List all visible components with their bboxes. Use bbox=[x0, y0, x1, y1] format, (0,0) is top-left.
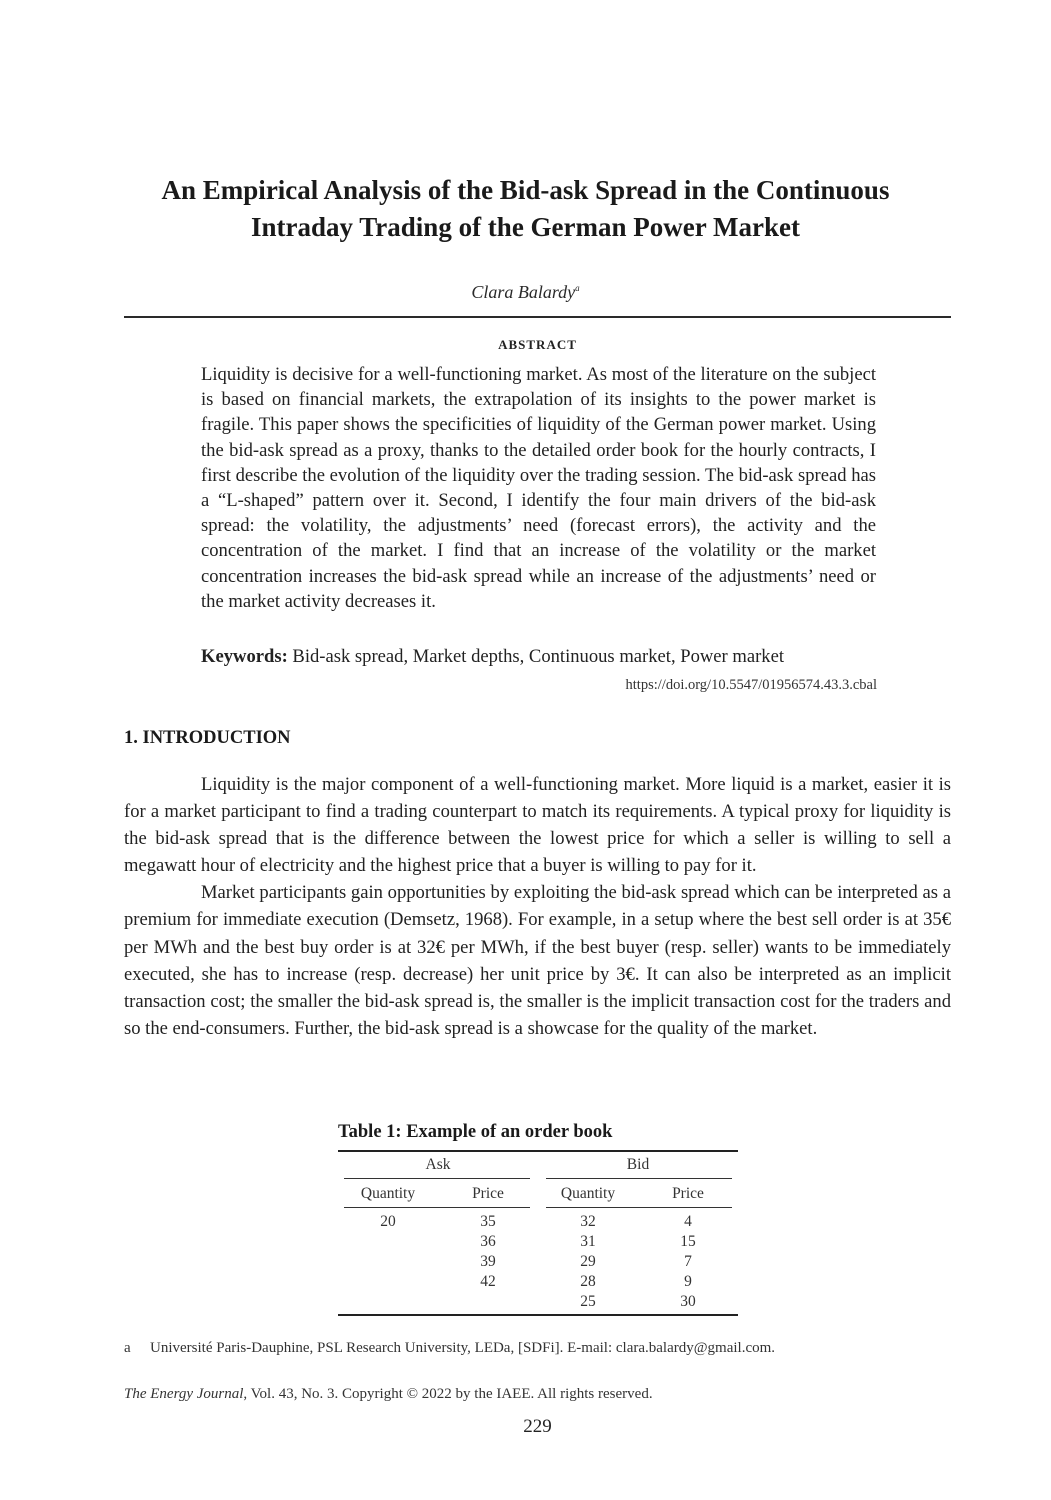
abstract-text: Liquidity is decisive for a well-functioning market. As most of the literature on the subject is based on financial markets, the extrapolation of its insights to the power market is fragile. This paper shows the specificities of liquidity of the German power market. Using the bid-ask spread as a proxy, thanks to the detailed order book for the hourly contracts, I first describe the evolution of the liquidity over the trading session. The bid-ask spread has a “L-shaped” pattern over it. Second, I identify the four main drivers of the bid-ask spread: the volatility, the adjustments’ need (forecast errors), the activity and the concentration of the market. I find that an increase of the volatility or the market concentration increases the bid-ask spread while an increase of the adjustments’ need or the market activity decreases it. bbox=[201, 364, 876, 612]
title-rule bbox=[124, 316, 951, 318]
table-cell: 29 bbox=[580, 1253, 596, 1270]
table-cell: 31 bbox=[580, 1233, 596, 1250]
footnote-mark: a bbox=[124, 1340, 131, 1356]
table-cell: 39 bbox=[480, 1253, 496, 1270]
abstract-heading: ABSTRACT bbox=[498, 337, 577, 352]
paragraph-2: Market participants gain opportunities by exploiting the bid-ask spread which can be interpreted as a premium for immediate execution (Demsetz, 1968). For example, in a setup where the best sell order is at 35€ per MWh and the best buy order is at 32€ per MWh, if the best buyer (resp. seller) wants to be immediately executed, she has to increase (resp. decrease) her unit price by 3€. It can also be interpreted as an implicit transaction cost; the smaller the bid-ask spread is, the smaller is the implicit transaction cost for the traders and so the end-consumers. Further, the bid-ask spread is a showcase for the quality of the market. bbox=[124, 882, 951, 1039]
keywords-line bbox=[201, 644, 876, 669]
table-cell: 28 bbox=[580, 1273, 596, 1290]
paper-title bbox=[110, 172, 941, 246]
ask-header-rule bbox=[344, 1207, 530, 1208]
body-text bbox=[124, 771, 951, 1042]
table-cell: 9 bbox=[684, 1273, 692, 1290]
table-cell: 20 bbox=[380, 1213, 396, 1230]
table-bottom-rule bbox=[338, 1314, 738, 1316]
table-top-rule bbox=[338, 1150, 738, 1152]
order-book-table bbox=[338, 1150, 738, 1316]
author-name: Clara Balardy bbox=[471, 282, 576, 302]
column-header: Quantity bbox=[360, 1185, 416, 1202]
table-cell: 4 bbox=[684, 1213, 692, 1230]
journal-copyright bbox=[124, 1386, 653, 1403]
journal-name: The Energy Journal bbox=[124, 1386, 244, 1402]
table-cell: 25 bbox=[580, 1293, 596, 1310]
table-caption: Table 1: Example of an order book bbox=[338, 1122, 613, 1142]
affiliation-footnote bbox=[124, 1340, 775, 1357]
keywords-label: Keywords: bbox=[201, 646, 288, 667]
group-header-ask: Ask bbox=[425, 1156, 451, 1173]
author-line bbox=[0, 282, 1051, 303]
page-number: 229 bbox=[523, 1416, 552, 1437]
title-line-1: An Empirical Analysis of the Bid-ask Spread in the Continuous bbox=[161, 175, 890, 205]
column-header: Price bbox=[472, 1185, 504, 1202]
column-header: Price bbox=[672, 1185, 704, 1202]
bid-group-rule bbox=[546, 1178, 732, 1179]
table-cell: 35 bbox=[480, 1213, 496, 1230]
column-header: Quantity bbox=[560, 1185, 616, 1202]
bid-header-rule bbox=[546, 1207, 732, 1208]
ask-group-rule bbox=[344, 1178, 530, 1179]
title-line-2: Intraday Trading of the German Power Market bbox=[251, 212, 800, 242]
journal-details: , Vol. 43, No. 3. Copyright © 2022 by the IAEE. All rights reserved. bbox=[243, 1386, 653, 1402]
section-heading: 1. INTRODUCTION bbox=[124, 728, 291, 748]
table-cell: 7 bbox=[684, 1253, 692, 1270]
paragraph-1: Liquidity is the major component of a well-functioning market. More liquid is a market, easier it is for a market participant to find a trading counterpart to match its requirements. A typical proxy for liquidity is the bid-ask spread that is the difference between the lowest price for which a seller is willing to sell a megawatt hour of electricity and the highest price that a buyer is willing to pay for it. bbox=[124, 774, 951, 877]
table-cell: 15 bbox=[680, 1233, 696, 1250]
table-cell: 30 bbox=[680, 1293, 696, 1310]
table-cell: 32 bbox=[580, 1213, 596, 1230]
table-cell: 36 bbox=[480, 1233, 496, 1250]
doi-link[interactable]: https://doi.org/10.5547/01956574.43.3.cbal bbox=[625, 677, 877, 693]
footnote-text: Université Paris-Dauphine, PSL Research University, LEDa, [SDFi]. E-mail: clara.balardy@gmail.com. bbox=[150, 1340, 776, 1356]
keywords-text: Bid-ask spread, Market depths, Continuous market, Power market bbox=[292, 646, 785, 667]
group-header-bid: Bid bbox=[626, 1156, 650, 1173]
author-affiliation-mark: a bbox=[575, 283, 580, 293]
table-cell: 42 bbox=[480, 1273, 496, 1290]
